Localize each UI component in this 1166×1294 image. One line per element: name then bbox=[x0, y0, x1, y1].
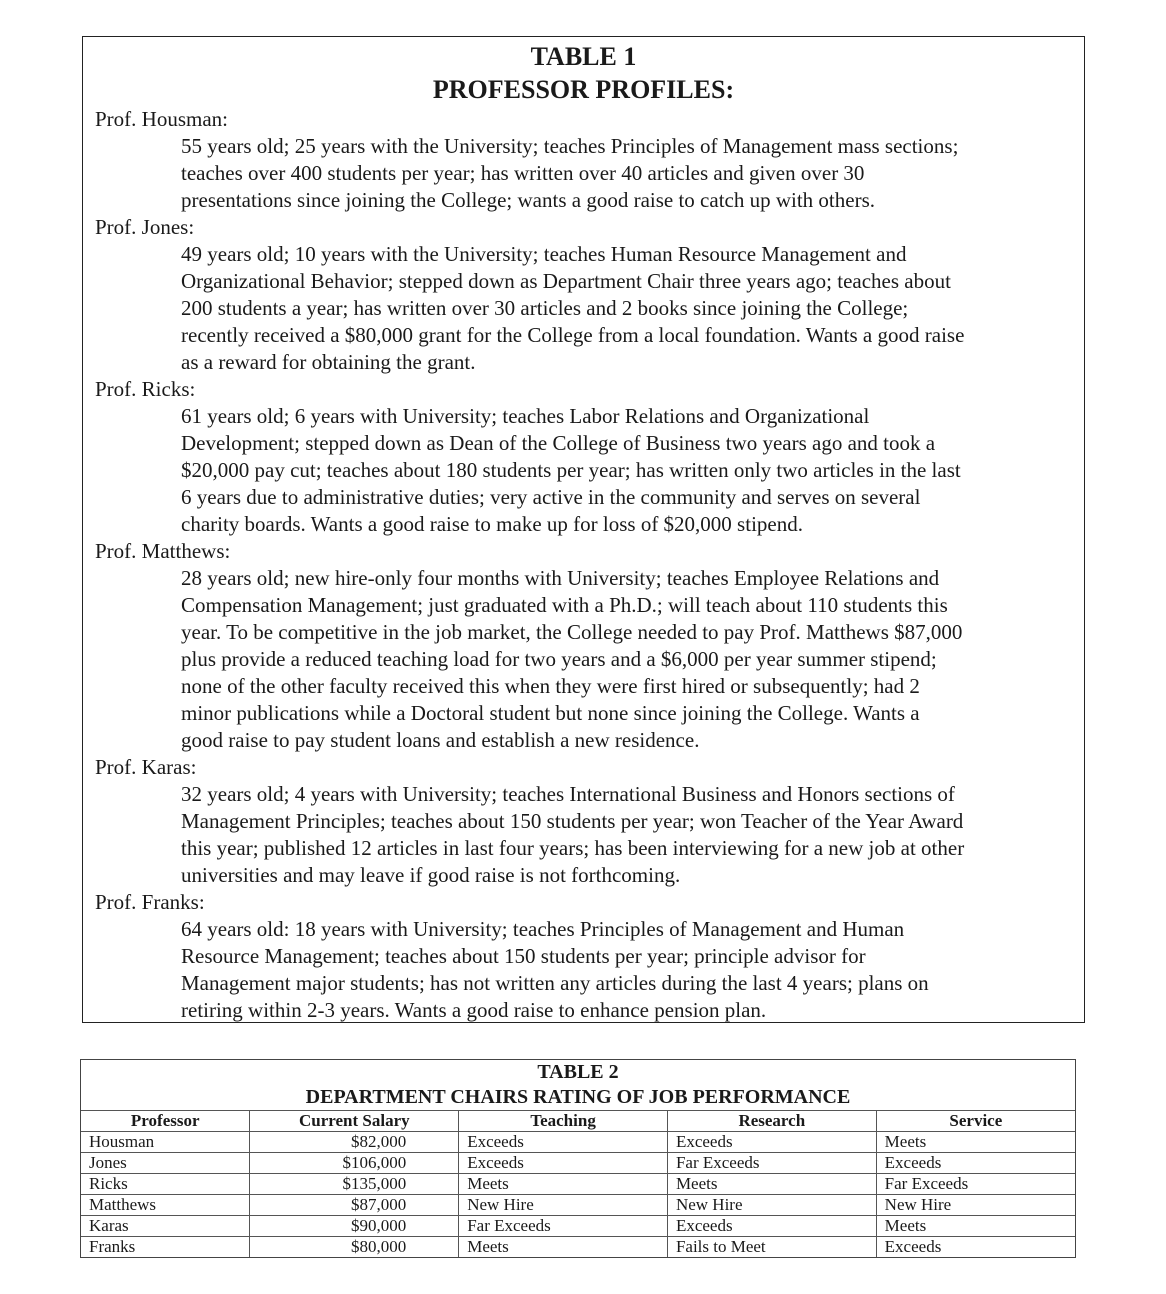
profile-name: Prof. Ricks: bbox=[95, 377, 196, 401]
teaching-cell: Far Exceeds bbox=[459, 1216, 668, 1237]
profile-line: plus provide a reduced teaching load for two years and a $6,000 per year summer stipend; bbox=[181, 647, 937, 671]
profile-line: year. To be competitive in the job market, the College needed to pay Prof. Matthews $87,000 bbox=[181, 620, 963, 644]
profile-line: this year; published 12 articles in last four years; has been interviewing for a new job at other bbox=[181, 836, 965, 860]
table1-title-line2: PROFESSOR PROFILES: bbox=[432, 75, 735, 104]
job-performance-table bbox=[80, 1059, 1076, 1258]
column-header: Teaching bbox=[459, 1111, 668, 1132]
research-cell: Fails to Meet bbox=[667, 1237, 876, 1258]
profile-description bbox=[83, 133, 1084, 214]
profile-line: Compensation Management; just graduated with a Ph.D.; will teach about 110 students this bbox=[181, 593, 948, 617]
profile-line: Resource Management; teaches about 150 students per year; principle advisor for bbox=[181, 944, 866, 968]
teaching-cell: Exceeds bbox=[459, 1153, 668, 1174]
profile-description bbox=[83, 403, 1084, 538]
table2-title-line2: DEPARTMENT CHAIRS RATING OF JOB PERFORMANCE bbox=[305, 1086, 851, 1108]
research-cell: Far Exceeds bbox=[667, 1153, 876, 1174]
profile-name: Prof. Jones: bbox=[95, 215, 195, 239]
teaching-cell: New Hire bbox=[459, 1195, 668, 1216]
profile-name: Prof. Franks: bbox=[95, 890, 205, 914]
profile-line: minor publications while a Doctoral student but none since joining the College. Wants a bbox=[181, 701, 920, 725]
salary-cell: $135,000 bbox=[250, 1174, 459, 1195]
table-row bbox=[81, 1195, 1075, 1216]
ratings-table bbox=[81, 1110, 1075, 1257]
salary-cell: $90,000 bbox=[250, 1216, 459, 1237]
professor-profiles-table bbox=[82, 36, 1085, 1023]
profile-name: Prof. Matthews: bbox=[95, 539, 231, 563]
profile-line: Organizational Behavior; stepped down as Department Chair three years ago; teaches about bbox=[181, 269, 951, 293]
service-cell: New Hire bbox=[876, 1195, 1075, 1216]
table2-title-line1: TABLE 2 bbox=[537, 1061, 619, 1083]
profile-name: Prof. Housman: bbox=[95, 107, 228, 131]
profile-line: Development; stepped down as Dean of the College of Business two years ago and took a bbox=[181, 431, 936, 455]
table-header-row bbox=[81, 1111, 1075, 1132]
research-cell: Meets bbox=[667, 1174, 876, 1195]
profile-line: 61 years old; 6 years with University; teaches Labor Relations and Organizational bbox=[181, 404, 870, 428]
profile-line: presentations since joining the College; wants a good raise to catch up with others. bbox=[181, 188, 876, 212]
profile-line: $20,000 pay cut; teaches about 180 students per year; has written only two articles in the last bbox=[181, 458, 961, 482]
service-cell: Meets bbox=[876, 1132, 1075, 1153]
profile-line: as a reward for obtaining the grant. bbox=[181, 350, 476, 374]
profile-line: recently received a $80,000 grant for the College from a local foundation. Wants a good raise bbox=[181, 323, 965, 347]
profile-line: 32 years old; 4 years with University; teaches International Business and Honors sections of bbox=[181, 782, 955, 806]
salary-cell: $80,000 bbox=[250, 1237, 459, 1258]
service-cell: Far Exceeds bbox=[876, 1174, 1075, 1195]
table-row bbox=[81, 1237, 1075, 1258]
salary-cell: $87,000 bbox=[250, 1195, 459, 1216]
profile-line: universities and may leave if good raise is not forthcoming. bbox=[181, 863, 681, 887]
profile-line: 28 years old; new hire-only four months with University; teaches Employee Relations and bbox=[181, 566, 940, 590]
profile-description bbox=[83, 781, 1084, 889]
profile-line: charity boards. Wants a good raise to make up for loss of $20,000 stipend. bbox=[181, 512, 803, 536]
professor-cell: Franks bbox=[81, 1237, 250, 1258]
column-header: Current Salary bbox=[250, 1111, 459, 1132]
table-row bbox=[81, 1153, 1075, 1174]
service-cell: Meets bbox=[876, 1216, 1075, 1237]
research-cell: New Hire bbox=[667, 1195, 876, 1216]
column-header: Professor bbox=[81, 1111, 250, 1132]
professor-cell: Jones bbox=[81, 1153, 250, 1174]
table1-title bbox=[83, 40, 1084, 106]
teaching-cell: Meets bbox=[459, 1174, 668, 1195]
profile-line: good raise to pay student loans and establish a new residence. bbox=[181, 728, 700, 752]
table-row bbox=[81, 1174, 1075, 1195]
profile-name: Prof. Karas: bbox=[95, 755, 197, 779]
professor-cell: Ricks bbox=[81, 1174, 250, 1195]
profile-description bbox=[83, 916, 1084, 1024]
profile-description bbox=[83, 241, 1084, 376]
column-header: Research bbox=[667, 1111, 876, 1132]
professor-cell: Matthews bbox=[81, 1195, 250, 1216]
teaching-cell: Exceeds bbox=[459, 1132, 668, 1153]
salary-cell: $106,000 bbox=[250, 1153, 459, 1174]
table-row bbox=[81, 1132, 1075, 1153]
table1-title-line1: TABLE 1 bbox=[530, 42, 637, 71]
profile-line: 200 students a year; has written over 30 articles and 2 books since joining the College; bbox=[181, 296, 909, 320]
service-cell: Exceeds bbox=[876, 1153, 1075, 1174]
research-cell: Exceeds bbox=[667, 1216, 876, 1237]
profile-line: Management major students; has not written any articles during the last 4 years; plans on bbox=[181, 971, 929, 995]
service-cell: Exceeds bbox=[876, 1237, 1075, 1258]
profile-description bbox=[83, 565, 1084, 754]
profile-line: 55 years old; 25 years with the University; teaches Principles of Management mass sections; bbox=[181, 134, 959, 158]
profile-line: 64 years old: 18 years with University; teaches Principles of Management and Human bbox=[181, 917, 905, 941]
profile-line: teaches over 400 students per year; has written over 40 articles and given over 30 bbox=[181, 161, 865, 185]
table2-title bbox=[81, 1060, 1075, 1110]
salary-cell: $82,000 bbox=[250, 1132, 459, 1153]
profile-line: 6 years due to administrative duties; very active in the community and serves on several bbox=[181, 485, 921, 509]
column-header: Service bbox=[876, 1111, 1075, 1132]
profile-list bbox=[83, 106, 1084, 1024]
professor-cell: Housman bbox=[81, 1132, 250, 1153]
profile-line: Management Principles; teaches about 150 students per year; won Teacher of the Year Award bbox=[181, 809, 964, 833]
profile-line: 49 years old; 10 years with the University; teaches Human Resource Management and bbox=[181, 242, 907, 266]
teaching-cell: Meets bbox=[459, 1237, 668, 1258]
table-row bbox=[81, 1216, 1075, 1237]
professor-cell: Karas bbox=[81, 1216, 250, 1237]
profile-line: none of the other faculty received this when they were first hired or subsequently; had 2 bbox=[181, 674, 920, 698]
research-cell: Exceeds bbox=[667, 1132, 876, 1153]
profile-line: retiring within 2-3 years. Wants a good raise to enhance pension plan. bbox=[181, 998, 767, 1022]
